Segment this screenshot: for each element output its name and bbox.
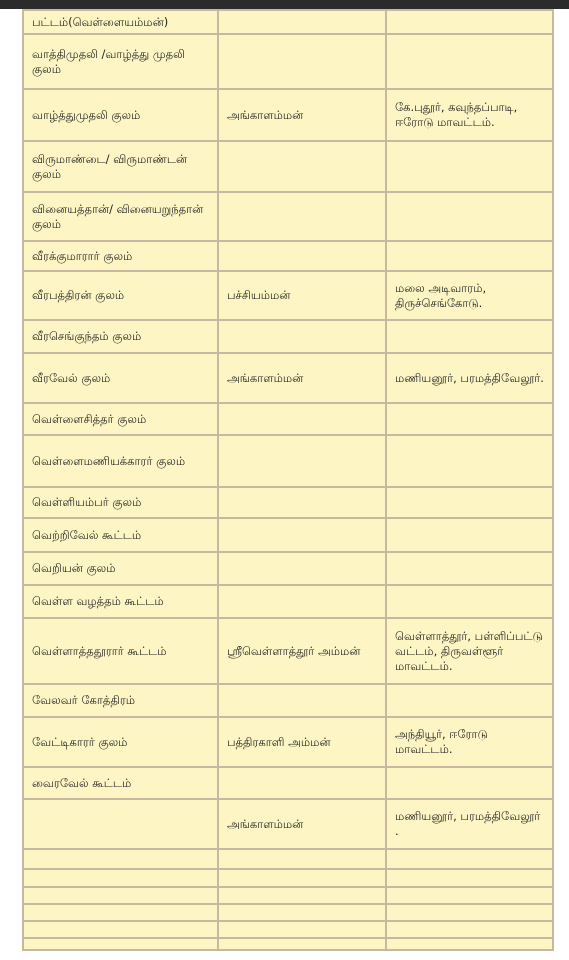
table-row	[23, 618, 553, 684]
table-row	[23, 403, 553, 435]
place-cell: கே.புதூர், கவுந்தப்பாடி, ஈரோடு மாவட்டம்.	[386, 89, 553, 141]
deity-cell	[218, 10, 386, 34]
kulam-name-cell	[23, 904, 218, 921]
table-row	[23, 518, 553, 552]
table-row	[23, 767, 553, 799]
deity-cell	[218, 552, 386, 585]
kulam-name-cell: வெற்றிவேல் கூட்டம்	[23, 518, 218, 552]
kulam-name-cell	[23, 938, 218, 950]
kulam-name-cell: வேட்டிகாரர் குலம்	[23, 717, 218, 767]
table-row	[23, 849, 553, 869]
deity-cell	[218, 869, 386, 887]
deity-cell	[218, 34, 386, 89]
table-row	[23, 904, 553, 921]
deity-cell	[218, 241, 386, 271]
place-cell: மணியனூர், பரமத்திவேலூர் .	[386, 799, 553, 849]
kulam-table	[22, 9, 554, 951]
kulam-name-cell: வெள்ளியம்பர் குலம்	[23, 487, 218, 518]
deity-cell	[218, 518, 386, 552]
place-cell	[386, 241, 553, 271]
table-row	[23, 10, 553, 34]
table-row	[23, 921, 553, 938]
place-cell	[386, 141, 553, 192]
place-cell: வெள்ளாத்தூர், பள்ளிப்பட்டு வட்டம், திருவள்ளூர் மாவட்டம்.	[386, 618, 553, 684]
deity-cell: அங்காளம்மன்	[218, 353, 386, 403]
top-bar	[0, 0, 569, 9]
place-cell	[386, 552, 553, 585]
deity-cell	[218, 141, 386, 192]
deity-cell: ஸ்ரீவெள்ளாத்தூர் அம்மன்	[218, 618, 386, 684]
deity-cell	[218, 192, 386, 241]
deity-cell	[218, 887, 386, 904]
place-cell	[386, 767, 553, 799]
place-cell	[386, 849, 553, 869]
place-cell	[386, 684, 553, 717]
deity-cell	[218, 684, 386, 717]
deity-cell	[218, 938, 386, 950]
table-row	[23, 320, 553, 353]
place-cell	[386, 585, 553, 618]
table-row	[23, 353, 553, 403]
place-cell	[386, 435, 553, 487]
kulam-name-cell	[23, 799, 218, 849]
deity-cell	[218, 849, 386, 869]
kulam-name-cell: வாத்திமுதலி /வாழ்த்து முதலி குலம்	[23, 34, 218, 89]
place-cell	[386, 403, 553, 435]
place-cell: மலை அடிவாரம், திருச்செங்கோடு.	[386, 271, 553, 320]
table-row	[23, 585, 553, 618]
table-row	[23, 271, 553, 320]
kulam-name-cell: வீரக்குமாரார் குலம்	[23, 241, 218, 271]
deity-cell	[218, 403, 386, 435]
table-row	[23, 938, 553, 950]
kulam-name-cell: வாழ்த்துமுதலி குலம்	[23, 89, 218, 141]
deity-cell: பச்சியம்மன்	[218, 271, 386, 320]
place-cell	[386, 921, 553, 938]
table-row	[23, 887, 553, 904]
place-cell	[386, 192, 553, 241]
deity-cell	[218, 585, 386, 618]
table-row	[23, 241, 553, 271]
table-row	[23, 552, 553, 585]
table-row	[23, 487, 553, 518]
kulam-name-cell	[23, 887, 218, 904]
kulam-name-cell: பட்டம்(வெள்ளையம்மன்)	[23, 10, 218, 34]
kulam-name-cell: வைரவேல் கூட்டம்	[23, 767, 218, 799]
deity-cell	[218, 767, 386, 799]
table-row	[23, 89, 553, 141]
kulam-name-cell: வெறியன் குலம்	[23, 552, 218, 585]
place-cell	[386, 487, 553, 518]
deity-cell	[218, 904, 386, 921]
place-cell	[386, 34, 553, 89]
table-row	[23, 869, 553, 887]
table-row	[23, 435, 553, 487]
kulam-table-container	[22, 9, 552, 951]
place-cell	[386, 320, 553, 353]
place-cell	[386, 869, 553, 887]
place-cell	[386, 518, 553, 552]
kulam-name-cell: வீரசெங்குந்தம் குலம்	[23, 320, 218, 353]
kulam-table-body	[23, 10, 553, 950]
kulam-name-cell: வெள்ளைமணியக்காரர் குலம்	[23, 435, 218, 487]
kulam-name-cell: வினையத்தான்/ வினையறுந்தான் குலம்	[23, 192, 218, 241]
kulam-name-cell	[23, 869, 218, 887]
place-cell: மணியனூர், பரமத்திவேலூர்.	[386, 353, 553, 403]
table-row	[23, 141, 553, 192]
deity-cell	[218, 921, 386, 938]
kulam-name-cell: வெள்ளைசித்தர் குலம்	[23, 403, 218, 435]
table-row	[23, 192, 553, 241]
kulam-name-cell	[23, 921, 218, 938]
table-row	[23, 684, 553, 717]
table-row	[23, 717, 553, 767]
kulam-name-cell: விருமாண்டை/ விருமாண்டன் குலம்	[23, 141, 218, 192]
place-cell	[386, 904, 553, 921]
table-row	[23, 799, 553, 849]
deity-cell	[218, 320, 386, 353]
deity-cell	[218, 487, 386, 518]
kulam-name-cell: வெள்ளாத்ததூரார் கூட்டம்	[23, 618, 218, 684]
kulam-name-cell: வெள்ள வழத்தம் கூட்டம்	[23, 585, 218, 618]
kulam-name-cell: வீரபத்திரன் குலம்	[23, 271, 218, 320]
place-cell: அந்தியூர், ஈரோடு மாவட்டம்.	[386, 717, 553, 767]
deity-cell: பத்திரகாளி அம்மன்	[218, 717, 386, 767]
kulam-name-cell	[23, 849, 218, 869]
table-row	[23, 34, 553, 89]
place-cell	[386, 887, 553, 904]
kulam-name-cell: வீரவேல் குலம்	[23, 353, 218, 403]
place-cell	[386, 938, 553, 950]
deity-cell: அங்காளம்மன்	[218, 89, 386, 141]
kulam-name-cell: வேலவர் கோத்திரம்	[23, 684, 218, 717]
deity-cell	[218, 435, 386, 487]
place-cell	[386, 10, 553, 34]
deity-cell: அங்காளம்மன்	[218, 799, 386, 849]
